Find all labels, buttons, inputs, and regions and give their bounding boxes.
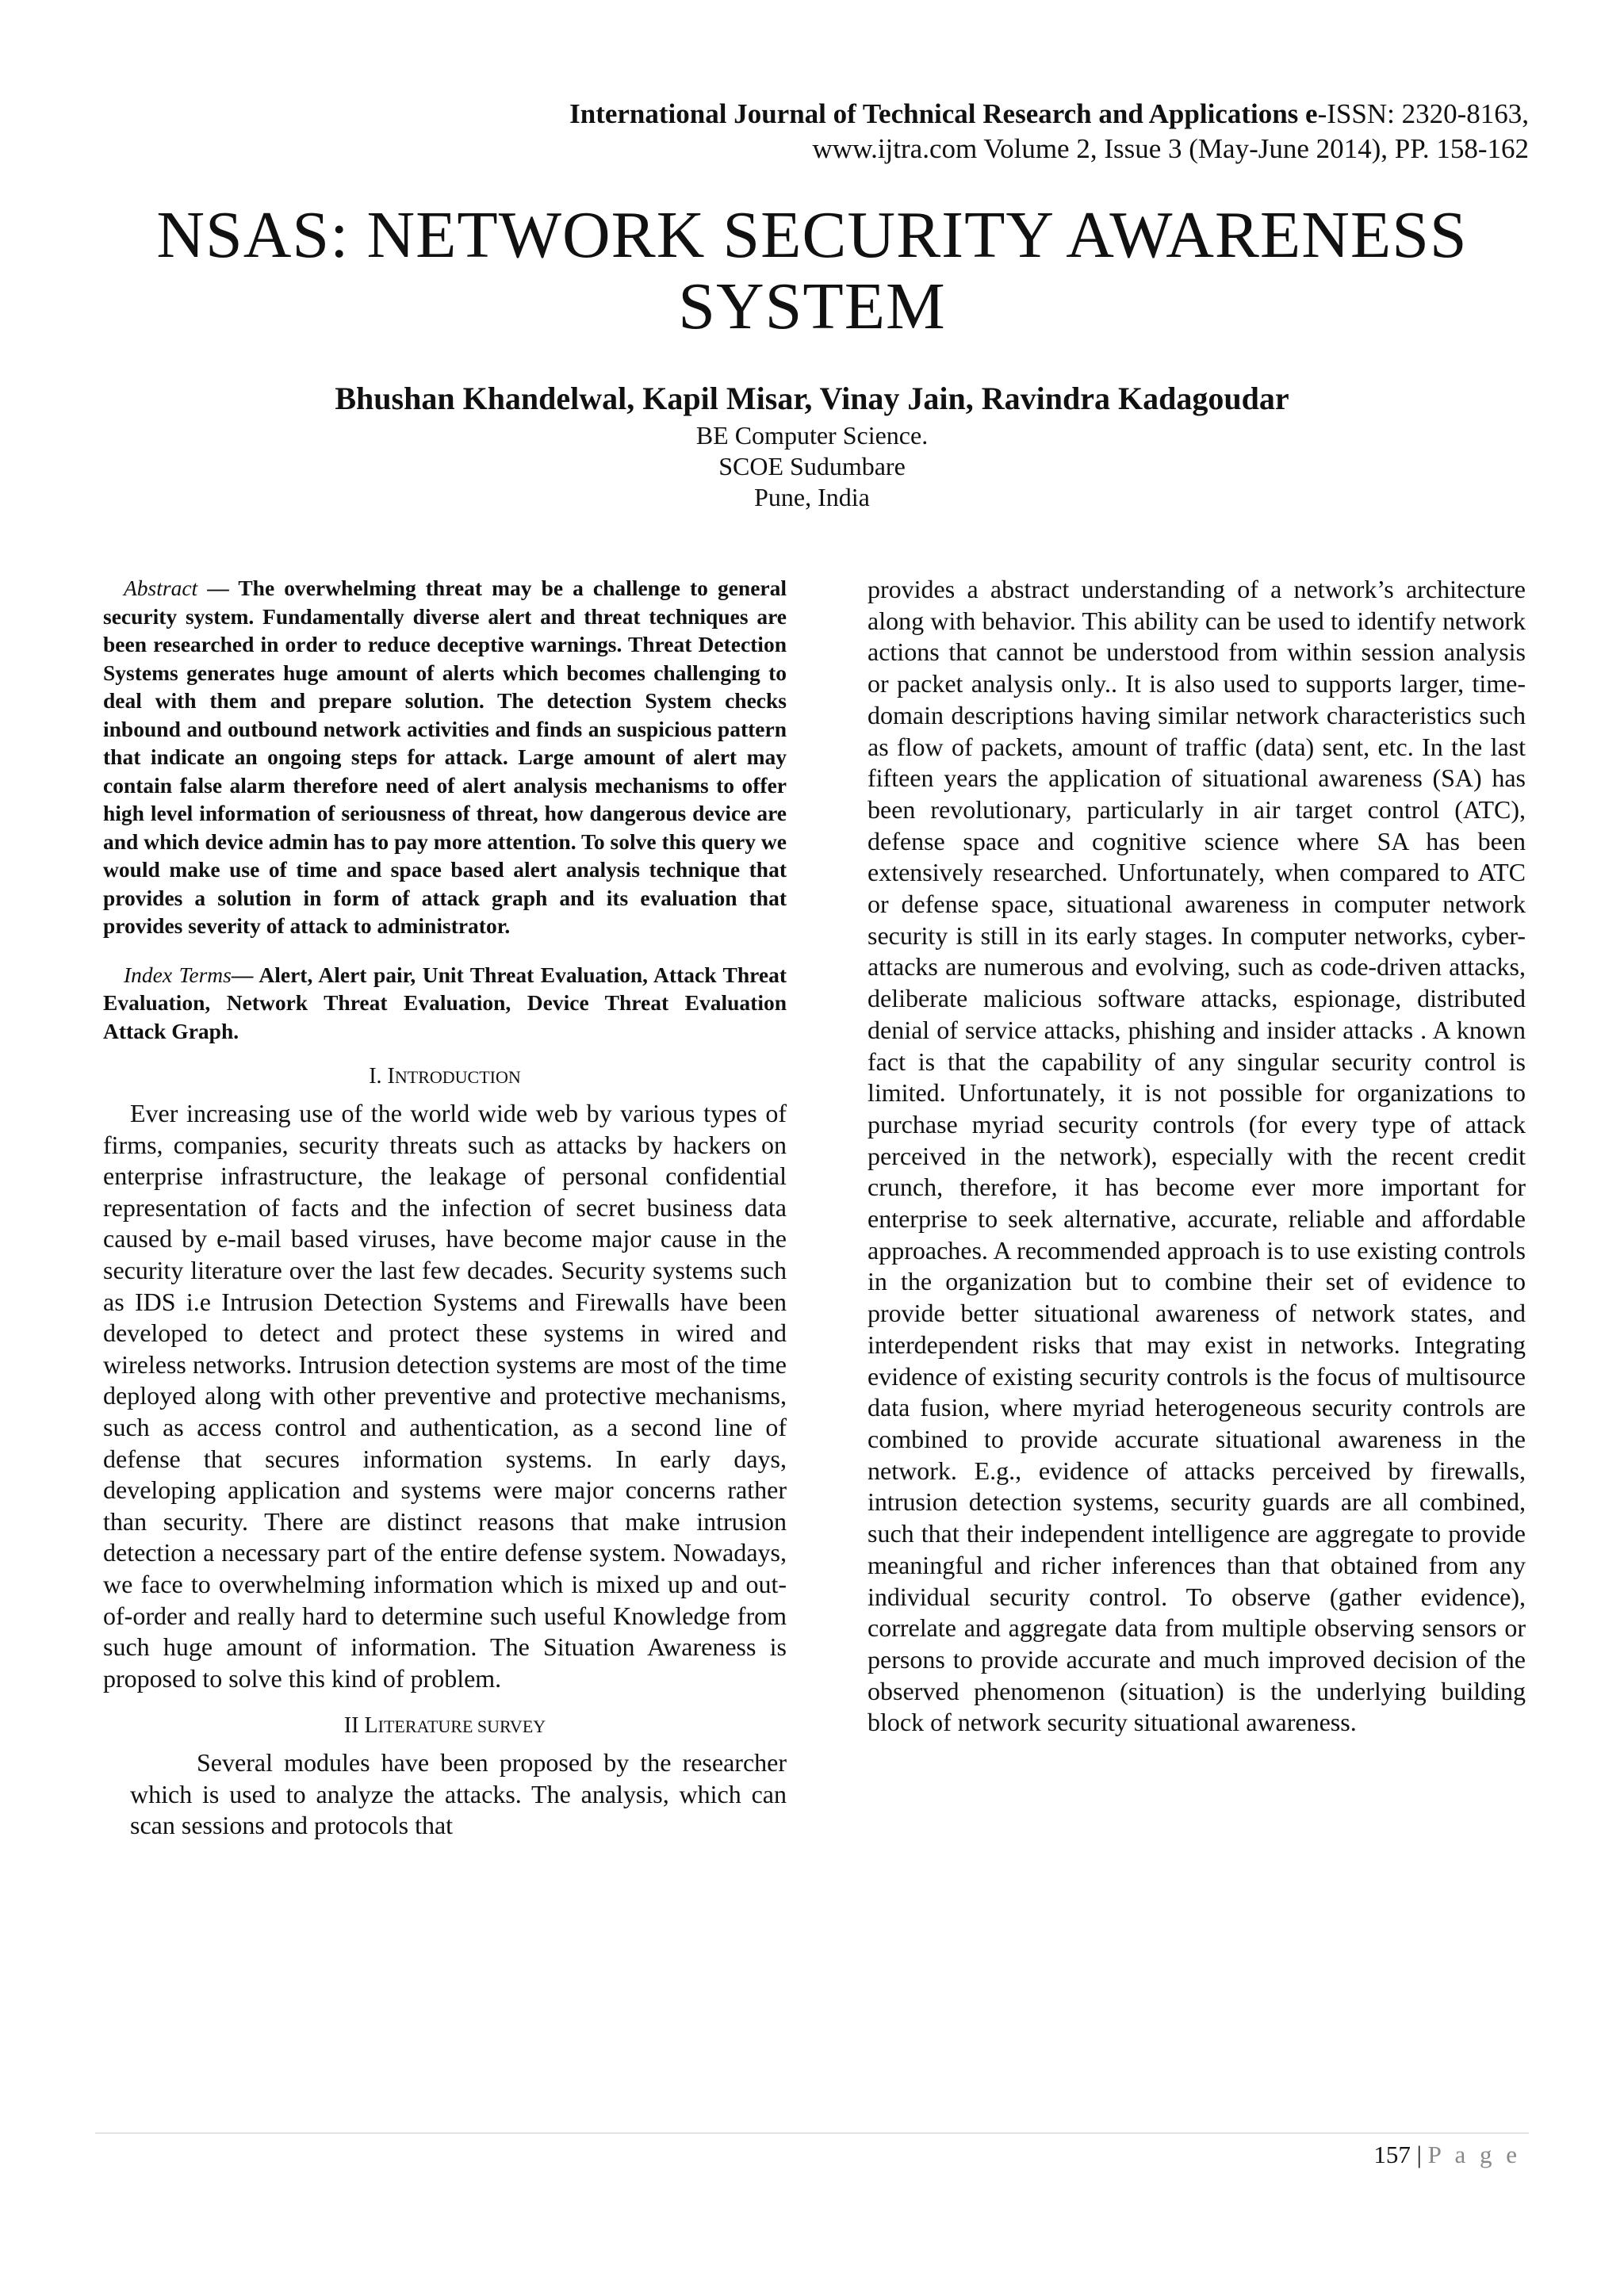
abstract <box>103 574 787 940</box>
page-separator: | <box>1410 2141 1428 2168</box>
affiliation-location: Pune, India <box>754 483 870 511</box>
right-column <box>868 574 1526 1739</box>
affiliation-college: SCOE Sudumbare <box>718 452 906 480</box>
page-label: P a g e <box>1427 2141 1521 2168</box>
section-2-num: II L <box>343 1713 378 1739</box>
section-2-title: ITERATURE SURVEY <box>377 1716 546 1737</box>
page-footer <box>1373 2139 1521 2171</box>
authors: Bhushan Khandelwal, Kapil Misar, Vinay Jain, Ravindra Kadagoudar <box>335 381 1289 416</box>
section-1-title: NTRODUCTION <box>394 1067 521 1087</box>
journal-name: International Journal of Technical Research and Applications e <box>569 98 1318 129</box>
introduction-paragraph: Ever increasing use of the world wide web by various types of firms, companies, security threats such as attacks by hackers on enterprise infrastructure, the leakage of personal confidential representation of facts and the infection of secret business data caused by e-mail based viruses, have become major cause in the security literature over the last few decades. Security systems such as IDS i.e Intrusion Detection Systems and Firewalls have been developed to detect and protect these systems in wired and wireless networks. Intrusion detection systems are most of the time deployed along with other preventive and protective mechanisms, such as access control and authentication, as a second line of defense that secures information systems. In early days, developing application and systems were major concerns rather than security. There are distinct reasons that make intrusion detection a necessary part of the entire defense system. Nowadays, we face to overwhelming information which is mixed up and out-of-order and really hard to determine such useful Knowledge from such huge amount of information. The Situation Awareness is proposed to solve this kind of problem. <box>103 1099 787 1693</box>
affiliation <box>95 420 1529 513</box>
literature-survey-paragraph: Several modules have been proposed by the researcher which is used to analyze the attacks. The analysis, which can scan sessions and protocols that <box>130 1748 787 1840</box>
paper-title: NSAS: NETWORK SECURITY AWARENESS SYSTEM <box>156 198 1468 343</box>
section-1-num: I. I <box>369 1064 395 1089</box>
section-heading-literature-survey <box>103 1712 787 1741</box>
left-column <box>103 574 787 1842</box>
affiliation-dept: BE Computer Science. <box>695 421 929 450</box>
page-number: 157 <box>1373 2141 1411 2168</box>
journal-header <box>569 97 1529 166</box>
journal-line-1 <box>569 97 1529 132</box>
right-column-paragraph: provides a abstract understanding of a network’s architecture along with behavior. This ability can be used to identify network actions that cannot be understood from within session analysis or packet analysis only.. It is also used to supports larger, time-domain descriptions having similar network characteristics such as flow of packets, amount of traffic (data) sent, etc. In the last fifteen years the application of situational awareness (SA) has been revolutionary, particularly in air target control (ATC), defense space and cognitive science where SA has been extensively researched. Unfortunately, when compared to ATC or defense space, situational awareness in computer network security is still in its early stages. In computer networks, cyber-attacks are numerous and evolving, such as code-driven attacks, deliberate malicious software attacks, espionage, distributed denial of service attacks, phishing and insider attacks . A known fact is that the capability of any singular security control is limited. Unfortunately, it is not possible for organizations to purchase myriad security controls (for every type of attack perceived in the network), especially with the recent credit crunch, therefore, it has become ever more important for enterprise to seek alternative, accurate, reliable and affordable approaches. A recommended approach is to use existing controls in the organization but to combine their set of evidence to provide better situational awareness of network states, and interdependent risks that may exist in networks. Integrating evidence of existing security controls is the focus of multisource data fusion, where myriad heterogeneous security controls are combined to provide accurate situational awareness in the network. E.g., evidence of attacks perceived by firewalls, intrusion detection systems, security guards are all combined, such that their independent intelligence are aggregate to provide meaningful and richer inferences than that obtained from any individual security control. To observe (gather evidence), correlate and aggregate data from multiple observing sensors or persons to provide accurate and much improved decision of the observed phenomenon (situation) is the underlying building block of network security situational awareness. <box>868 575 1526 1737</box>
section-heading-introduction <box>103 1062 787 1092</box>
index-terms-text: — Alert, Alert pair, Unit Threat Evaluation, Attack Threat Evaluation, Network Threat Evaluation, Device Threat Evaluation Attack Graph. <box>103 962 787 1043</box>
index-terms <box>103 961 787 1046</box>
journal-issn: -ISSN: 2320-8163, <box>1317 98 1529 129</box>
abstract-text: — The overwhelming threat may be a challenge to general security system. Fundamentally diverse alert and threat techniques are been researched in order to reduce deceptive warnings. Threat Detection Systems generates huge amount of alerts which becomes challenging to deal with them and prepare solution. The detection System checks inbound and outbound network activities and finds an suspicious pattern that indicate an ongoing steps for attack. Large amount of alert may contain false alarm therefore need of alert analysis mechanisms to offer high level information of seriousness of threat, how dangerous device are and which device admin has to pay more attention. To solve this query we would make use of time and space based alert analysis technique that provides a solution in form of attack graph and its evaluation that provides severity of attack to administrator. <box>103 576 787 938</box>
journal-line-2: www.ijtra.com Volume 2, Issue 3 (May-June 2014), PP. 158-162 <box>812 133 1529 164</box>
abstract-label: Abstract <box>124 576 198 600</box>
index-terms-label: Index Terms <box>124 962 232 987</box>
